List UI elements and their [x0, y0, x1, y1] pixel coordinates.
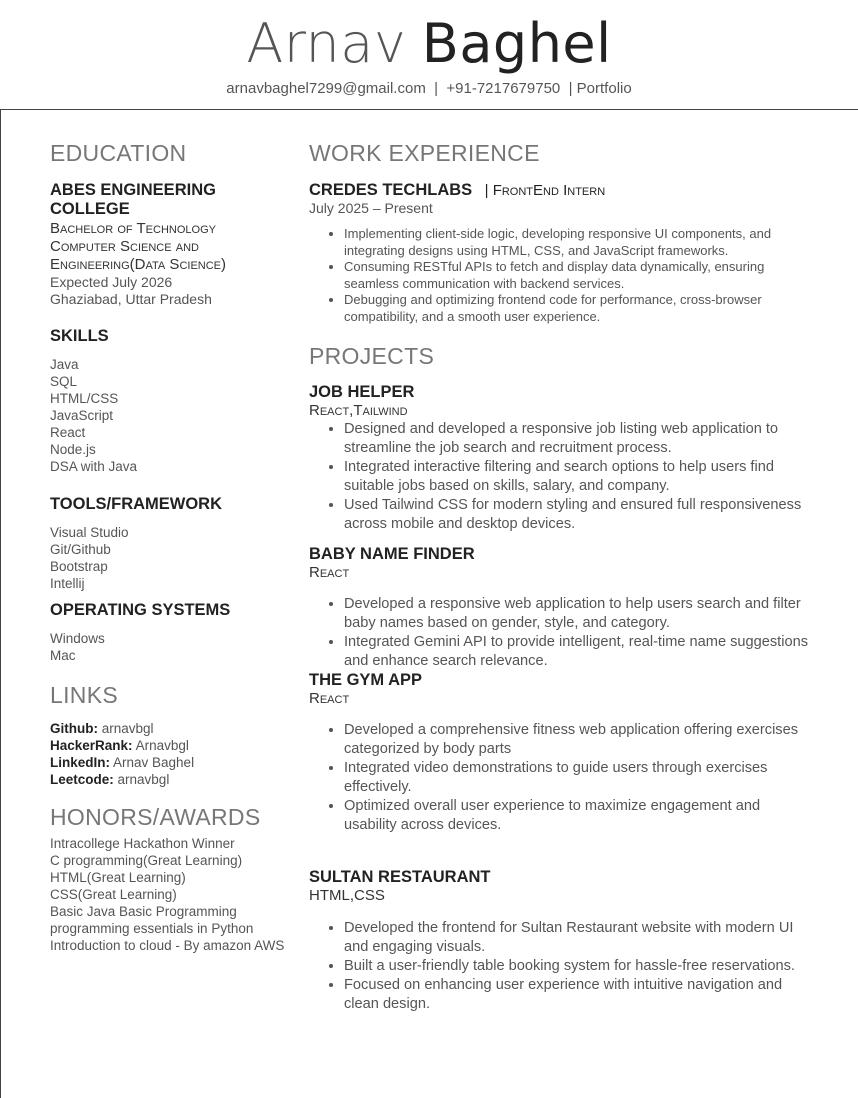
list-item: • Designed and developed a responsive job listing web application to streamline the job search and recruitment process. — [344, 420, 814, 458]
link-row[interactable] — [50, 754, 295, 771]
college-name: ABES ENGINEERING COLLEGE — [50, 181, 216, 218]
list-item: • Developed a responsive web application to help users search and filter baby names based on gender, style, and category. — [344, 595, 814, 633]
list-item: Basic Java Basic Programming — [50, 904, 237, 919]
link-label: HackerRank: — [50, 738, 133, 753]
college-location: Ghaziabad, Uttar Pradesh — [50, 291, 212, 307]
page-border — [0, 110, 1, 1098]
list-item: C programming(Great Learning) — [50, 853, 243, 868]
list-item: • Consuming RESTful APIs to fetch and display data dynamically, ensuring seamless communication with backend services. — [344, 259, 814, 292]
skills-title: SKILLS — [50, 327, 109, 345]
list-item: • Optimized overall user experience to maximize engagement and usability across devices. — [344, 797, 814, 835]
tools-title: TOOLS/FRAMEWORK — [50, 495, 223, 513]
header-divider — [0, 109, 858, 110]
link-label: Leetcode: — [50, 772, 114, 787]
list-item: • Implementing client-side logic, developing responsive UI components, and integrating designs using HTML, CSS, and JavaScript frameworks. — [344, 226, 814, 259]
list-item: JavaScript — [50, 408, 114, 423]
link-row[interactable] — [50, 771, 295, 788]
project-tech: HTML,CSS — [309, 887, 385, 904]
list-item: Introduction to cloud - By amazon AWS — [50, 938, 285, 953]
list-item: • Debugging and optimizing frontend code for performance, cross-browser compatibility, and a smooth user experience. — [344, 292, 814, 325]
degree-line: Engineering(Data Science) — [50, 256, 226, 273]
project-name: THE GYM APP — [309, 671, 423, 689]
list-item: HTML/CSS — [50, 391, 119, 406]
list-item: • Focused on enhancing user experience with intuitive navigation and clean design. — [344, 976, 814, 1014]
os-list — [50, 630, 295, 664]
link-value[interactable]: arnavbgl — [117, 772, 170, 787]
work-title: WORK EXPERIENCE — [309, 140, 540, 166]
expected-date: Expected July 2026 — [50, 274, 173, 290]
left-column — [50, 140, 295, 954]
list-item: Mac — [50, 648, 76, 663]
list-item: Bootstrap — [50, 559, 108, 574]
project-bullets — [309, 721, 814, 835]
work-heading — [309, 181, 814, 200]
list-item: • Used Tailwind CSS for modern styling and ensured full responsiveness across mobile and desktop devices. — [344, 496, 814, 534]
list-item: Git/Github — [50, 542, 111, 557]
list-item: HTML(Great Learning) — [50, 870, 186, 885]
link-value[interactable]: Arnav Baghel — [113, 755, 195, 770]
job-dates: July 2025 – Present — [309, 200, 433, 216]
skills-list — [50, 356, 295, 475]
first-name: Arnav — [246, 12, 407, 75]
phone-number: +91-7217679750 — [446, 80, 561, 97]
link-row[interactable] — [50, 737, 295, 754]
degree-line: Computer Science and — [50, 238, 199, 255]
contact-line — [0, 80, 858, 97]
work-bullets — [309, 226, 814, 325]
list-item: CSS(Great Learning) — [50, 887, 177, 902]
list-item: • Integrated video demonstrations to guide users through exercises effectively. — [344, 759, 814, 797]
links-list — [50, 720, 295, 788]
list-item: React — [50, 425, 86, 440]
list-item: Visual Studio — [50, 525, 129, 540]
list-item: • Developed a comprehensive fitness web application offering exercises categorized by body parts — [344, 721, 814, 759]
honors-title: HONORS/AWARDS — [50, 804, 261, 830]
link-value[interactable]: arnavbgl — [101, 721, 154, 736]
project-name: BABY NAME FINDER — [309, 545, 475, 563]
right-column — [309, 140, 814, 1014]
tools-list — [50, 524, 295, 592]
company-name: CREDES TECHLABS — [309, 181, 473, 199]
link-label: LinkedIn: — [50, 755, 110, 770]
list-item: • Integrated interactive filtering and search options to help users find suitable jobs based on skills, salary, and company. — [344, 458, 814, 496]
project-tech: React — [309, 564, 350, 581]
project-bullets — [309, 420, 814, 534]
link-row[interactable] — [50, 720, 295, 737]
resume-header — [0, 0, 858, 109]
list-item: programming essentials in Python — [50, 921, 254, 936]
list-item: Java — [50, 357, 79, 372]
link-value[interactable]: Arnavbgl — [135, 738, 189, 753]
list-item: Intellij — [50, 576, 85, 591]
list-item: • Integrated Gemini API to provide intelligent, real-time name suggestions and enhance search relevance. — [344, 633, 814, 671]
os-title: OPERATING SYSTEMS — [50, 601, 231, 619]
job-role: | FrontEnd Intern — [484, 182, 606, 199]
degree-line: Bachelor of Technology — [50, 220, 216, 237]
email-link[interactable]: arnavbaghel7299@gmail.com — [226, 80, 426, 97]
list-item: • Developed the frontend for Sultan Restaurant website with modern UI and engaging visuals. — [344, 919, 814, 957]
separator: | — [560, 80, 577, 97]
project-bullets — [309, 595, 814, 671]
list-item: • Built a user-friendly table booking system for hassle-free reservations. — [344, 957, 814, 976]
honors-list — [50, 835, 295, 954]
list-item: SQL — [50, 374, 78, 389]
project-name: SULTAN RESTAURANT — [309, 868, 491, 886]
project-name: JOB HELPER — [309, 383, 415, 401]
project-tech: React,Tailwind — [309, 402, 408, 419]
list-item: DSA with Java — [50, 459, 138, 474]
separator: | — [425, 80, 447, 97]
project-tech: React — [309, 690, 350, 707]
project-bullets — [309, 919, 814, 1014]
education-title: EDUCATION — [50, 140, 187, 166]
candidate-name — [0, 14, 858, 74]
projects-title: PROJECTS — [309, 343, 435, 369]
list-item: Intracollege Hackathon Winner — [50, 836, 235, 851]
last-name: Baghel — [421, 12, 612, 75]
links-title: LINKS — [50, 682, 118, 708]
list-item: Node.js — [50, 442, 96, 457]
portfolio-link[interactable]: Portfolio — [576, 80, 632, 97]
link-label: Github: — [50, 721, 98, 736]
list-item: Windows — [50, 631, 105, 646]
